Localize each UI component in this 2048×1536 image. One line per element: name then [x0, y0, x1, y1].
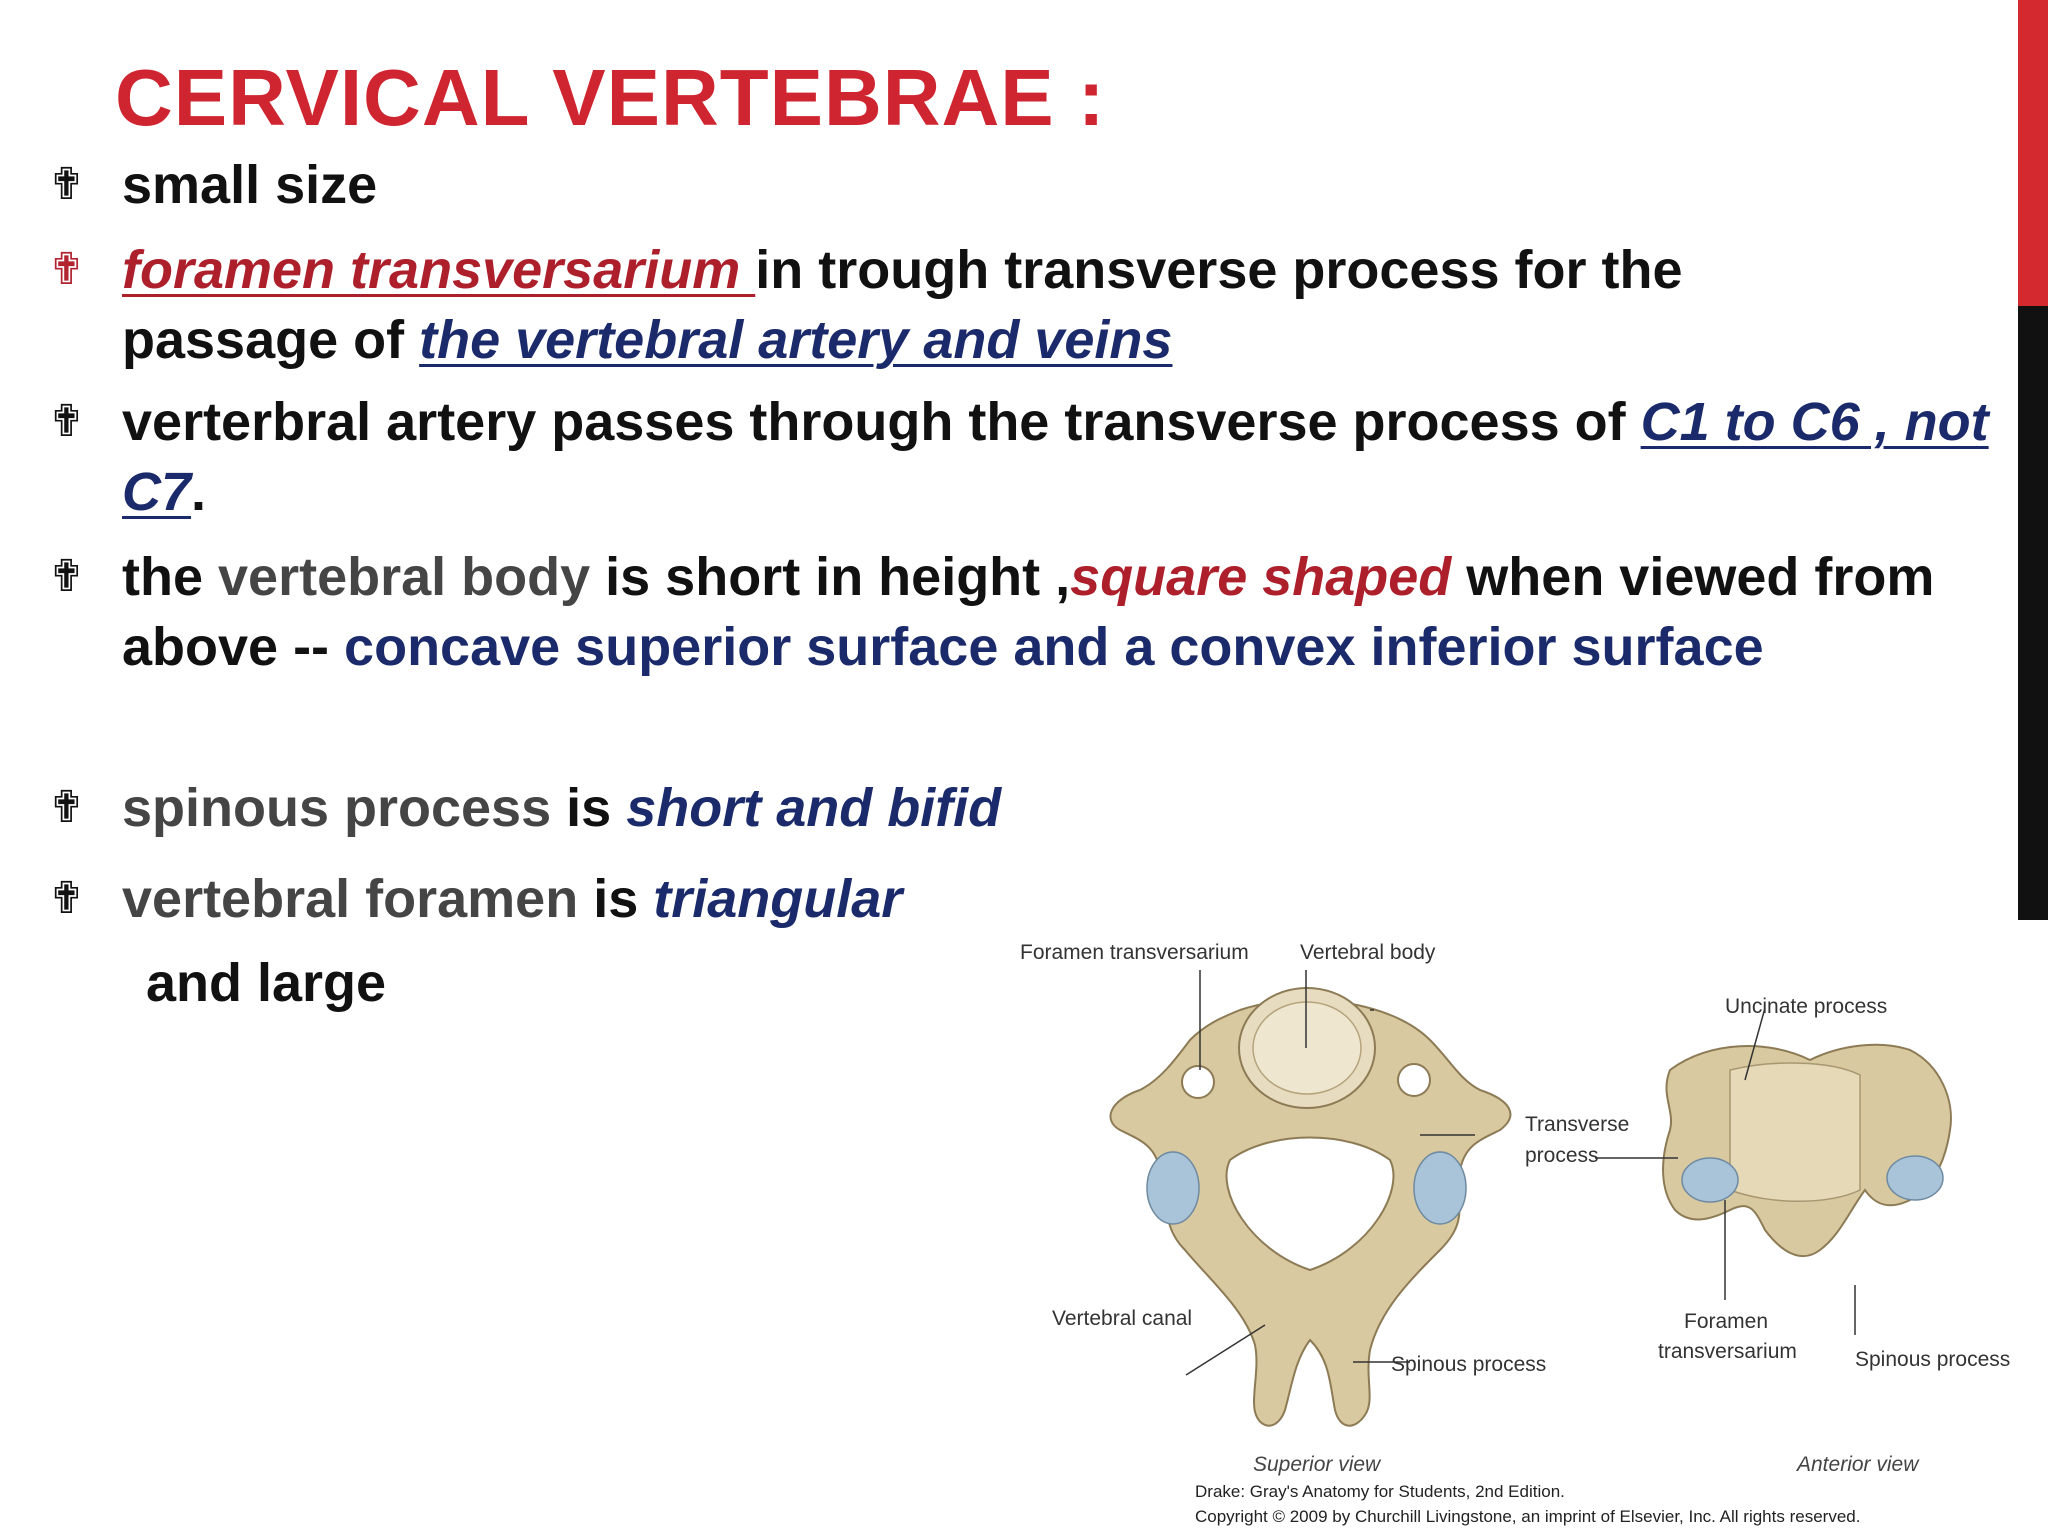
cross-icon: ✟	[48, 244, 85, 295]
bullet-text: vertebral foramen is triangular	[122, 869, 903, 929]
bullet-text: verterbral artery passes through the transverse process of C1 to C6 , not C7.	[122, 392, 1989, 522]
bullet-text: foramen transversarium in trough transverse process for the passage of the vertebral artery and veins	[122, 240, 1683, 370]
cross-icon: ✟	[48, 159, 85, 210]
articular-facet-right	[1414, 1152, 1466, 1224]
label-vertebral-body: Vertebral body	[1300, 941, 1436, 964]
label-process: process	[1525, 1144, 1599, 1167]
label-spinous-process: Spinous process	[1391, 1353, 1547, 1376]
vertebra-figure	[1010, 930, 2010, 1530]
foramen-transversarium-left	[1182, 1066, 1214, 1098]
cross-icon: ✟	[48, 782, 85, 833]
label-transverse: Transverse	[1525, 1113, 1630, 1136]
articular-facet-left	[1147, 1152, 1199, 1224]
foramen-transversarium-right	[1398, 1064, 1430, 1096]
anterior-view-vertebra	[1663, 1045, 1951, 1256]
cross-icon: ✟	[48, 551, 85, 602]
term-c1-c6: C1 to C6 , not C7	[122, 392, 1989, 522]
label-transversarium: transversarium	[1658, 1340, 1797, 1363]
label-foramen-transversarium: Foramen transversarium	[1020, 941, 1249, 964]
vertebral-body-surface	[1253, 1002, 1361, 1094]
slide-title: CERVICAL VERTEBRAE :	[115, 53, 1106, 142]
bullet-text: spinous process is short and bifid	[122, 778, 1002, 838]
continuation-text: and large	[146, 953, 387, 1013]
figure-caption-source: Drake: Gray's Anatomy for Students, 2nd Edition.	[1195, 1482, 1565, 1501]
label-vertebral-canal: Vertebral canal	[1052, 1307, 1193, 1330]
cross-icon: ✟	[48, 873, 85, 924]
label-superior-view: Superior view	[1253, 1453, 1381, 1476]
label-foramen: Foramen	[1684, 1310, 1769, 1333]
cross-icon: ✟	[48, 396, 85, 447]
term-foramen-transversarium: foramen transversarium	[122, 240, 756, 300]
term-vertebral-artery: the vertebral artery and veins	[419, 310, 1173, 370]
anterior-facet-left	[1682, 1158, 1738, 1202]
bullet-text: small size	[122, 155, 378, 215]
label-spinous-process-anterior: Spinous process	[1855, 1348, 2010, 1371]
label-anterior-view: Anterior view	[1797, 1453, 1919, 1476]
label-uncinate-process: Uncinate process	[1725, 995, 1888, 1018]
figure-caption-copyright: Copyright © 2009 by Churchill Livingstone, an imprint of Elsevier, Inc. All rights reserved.	[1195, 1507, 1861, 1526]
bullet-text: the vertebral body is short in height ,square shaped when viewed from above -- concave superior surface and a convex inferior surface	[122, 547, 1935, 677]
anterior-facet-right	[1887, 1156, 1943, 1200]
anterior-body-shape	[1730, 1063, 1860, 1201]
